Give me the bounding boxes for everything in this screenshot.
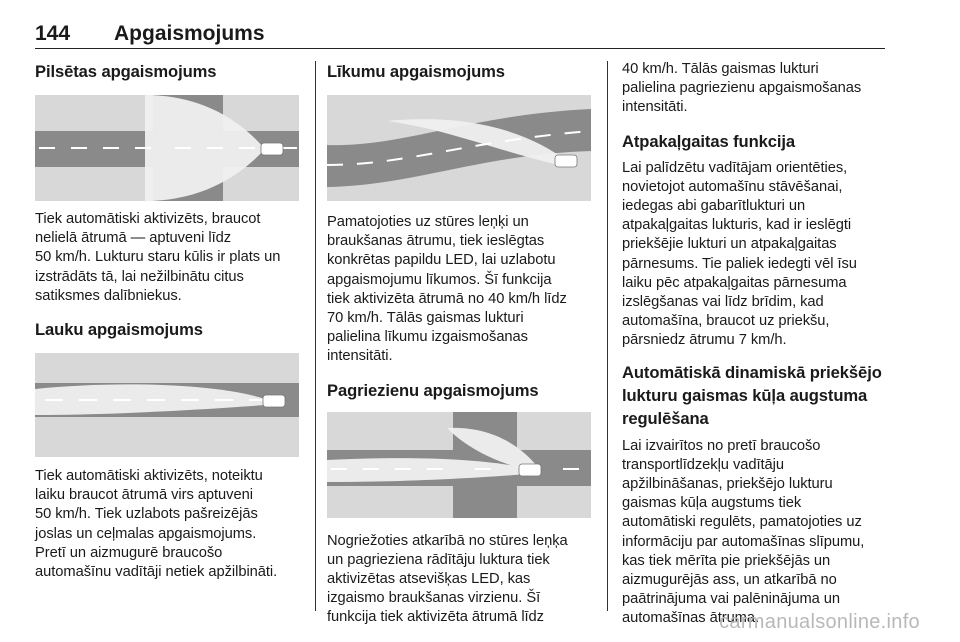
dynamic-leveling-text-line: apžilbināšanas, priekšējo lukturu	[622, 476, 833, 493]
turn-lighting-text-line: un pagrieziena rādītāju luktura tiek	[327, 551, 550, 568]
city-lighting-text-line: nelielā ātrumā — aptuveni līdz	[35, 230, 232, 247]
heading-country-lighting: Lauku apgaismojums	[35, 320, 203, 340]
turn-lighting-illustration	[327, 412, 591, 518]
turn-lighting-text-line: funkcija tiek aktivizēta ātrumā līdz	[327, 609, 544, 626]
reverse-function-text-line: pārsniedz ātrumu 7 km/h.	[622, 332, 787, 349]
reverse-function-text-line: laiku pēc atpakaļgaitas pārnesuma	[622, 274, 847, 291]
dynamic-leveling-text-line: informāciju par automašīnas slīpumu,	[622, 533, 865, 550]
city-lighting-text-line: izstrādāts tā, lai nežilbinātu citus	[35, 268, 244, 285]
curve-lighting-text-line: apgaismojumu līkumos. Šī funkcija	[327, 271, 552, 288]
curve-lighting-text-line: intensitāti.	[327, 348, 393, 365]
curve-lighting-text-line: konkrētas papildu LED, lai uzlabotu	[327, 252, 556, 269]
column-divider-1	[315, 61, 316, 611]
country-lighting-text-line: laiku braucot ātrumā virs aptuveni	[35, 487, 253, 504]
reverse-function-text-line: automašīna, braucot uz priekšu,	[622, 313, 830, 330]
city-lighting-illustration	[35, 95, 299, 201]
reverse-function-text-line: atpakaļgaitas lukturis, kad ir ieslēgti	[622, 217, 852, 234]
dynamic-leveling-text-line: automātiski regulēts, pamatojoties uz	[622, 514, 862, 531]
reverse-function-text-line: iedegas abi gabarītlukturi un	[622, 198, 806, 215]
curve-lighting-text-line: palielina līkumu izgaismošanas	[327, 329, 528, 346]
city-lighting-text-line: Tiek automātiski aktivizēts, braucot	[35, 211, 261, 227]
continued-text-line: palielina pagriezienu apgaismošanas	[622, 80, 862, 97]
country-lighting-text-line: Tiek automātiski aktivizēts, noteiktu	[35, 468, 263, 485]
reverse-function-text-line: pārnesums. Tie paliek iedegti vēl īsu	[622, 255, 857, 272]
city-lighting-text-line: satiksmes dalībniekus.	[35, 287, 182, 304]
reverse-function-text-line: Lai palīdzētu vadītājam orientēties,	[622, 159, 848, 176]
column-2	[327, 60, 593, 628]
turn-lighting-text-line: Nogriežoties atkarībā no stūres leņķa	[327, 532, 568, 549]
heading-curve-lighting: Līkumu apgaismojums	[327, 62, 505, 81]
column-3	[622, 60, 888, 629]
page-header	[35, 0, 885, 50]
continued-text-line: 40 km/h. Tālās gaismas lukturi	[622, 61, 819, 77]
reverse-function-text-line: priekšējie lukturi un atpakaļgaitas	[622, 236, 837, 253]
page-number: 144	[35, 22, 71, 45]
country-lighting-text-line: joslas un ceļmalas apgaismojums.	[35, 525, 257, 542]
dynamic-leveling-text-line: transportlīdzekļu vadītāju	[622, 456, 784, 473]
page-title: Apgaismojums	[114, 22, 265, 45]
reverse-function-text-line: novietojot automašīnu stāvēšanai,	[622, 178, 843, 195]
dynamic-leveling-text-line: paātrinājuma vai palēninājuma un	[622, 591, 841, 608]
dynamic-leveling-text-line: gaismas kūļa augstums tiek	[622, 495, 802, 512]
turn-lighting-text-line: aktivizētas atsevišķas LED, kas	[327, 571, 531, 588]
dynamic-leveling-text-line: Lai izvairītos no pretī braucošo	[622, 437, 821, 454]
country-lighting-text-line: Pretī un aizmugurē braucošo	[35, 544, 223, 561]
curve-lighting-text-line: tiek aktivizēta ātrumā no 40 km/h līdz	[327, 290, 567, 307]
heading-reverse-function: Atpakaļgaitas funkcija	[622, 131, 796, 151]
reverse-function-text-line: izslēgšanas vai līdz brīdim, kad	[622, 294, 824, 311]
curve-lighting-text-line: braukšanas ātrumu, tiek ieslēgtas	[327, 233, 545, 250]
column-1	[35, 60, 301, 582]
curve-lighting-text-line: 70 km/h. Tālās gaismas lukturi	[327, 310, 524, 327]
heading-city-lighting: Pilsētas apgaismojums	[35, 62, 217, 81]
continued-text-line: intensitāti.	[622, 99, 688, 116]
country-lighting-text-line: automašīnu vadītāji netiek apžilbināti.	[35, 564, 278, 581]
country-lighting-text-line: 50 km/h. Tiek uzlabots pašreizējās	[35, 506, 258, 523]
dynamic-leveling-text-line: kas tiek mērīta pie priekšējās un	[622, 552, 831, 569]
city-lighting-text-line: 50 km/h. Lukturu staru kūlis ir plats un	[35, 249, 281, 266]
turn-lighting-text-line: izgaismo braukšanas virzienu. Šī	[327, 590, 541, 607]
dynamic-leveling-text-line: automašīnas ātruma.	[622, 610, 760, 627]
curve-lighting-illustration	[327, 95, 591, 201]
heading-turn-lighting: Pagriezienu apgaismojums	[327, 380, 539, 400]
dynamic-leveling-text-line: aizmugurējās ass, un atkarībā no	[622, 572, 837, 589]
watermark-link[interactable]: carmanualsonline.info	[719, 611, 920, 633]
curve-lighting-text-line: Pamatojoties uz stūres leņķi un	[327, 214, 529, 230]
header-rule	[35, 48, 885, 49]
heading-dynamic-leveling: Automātiskā dinamiskā priekšējo	[622, 362, 882, 382]
country-lighting-illustration	[35, 353, 299, 457]
heading-dynamic-leveling: lukturu gaismas kūļa augstuma	[622, 385, 868, 405]
column-divider-2	[607, 61, 608, 611]
heading-dynamic-leveling: regulēšana	[622, 408, 709, 428]
